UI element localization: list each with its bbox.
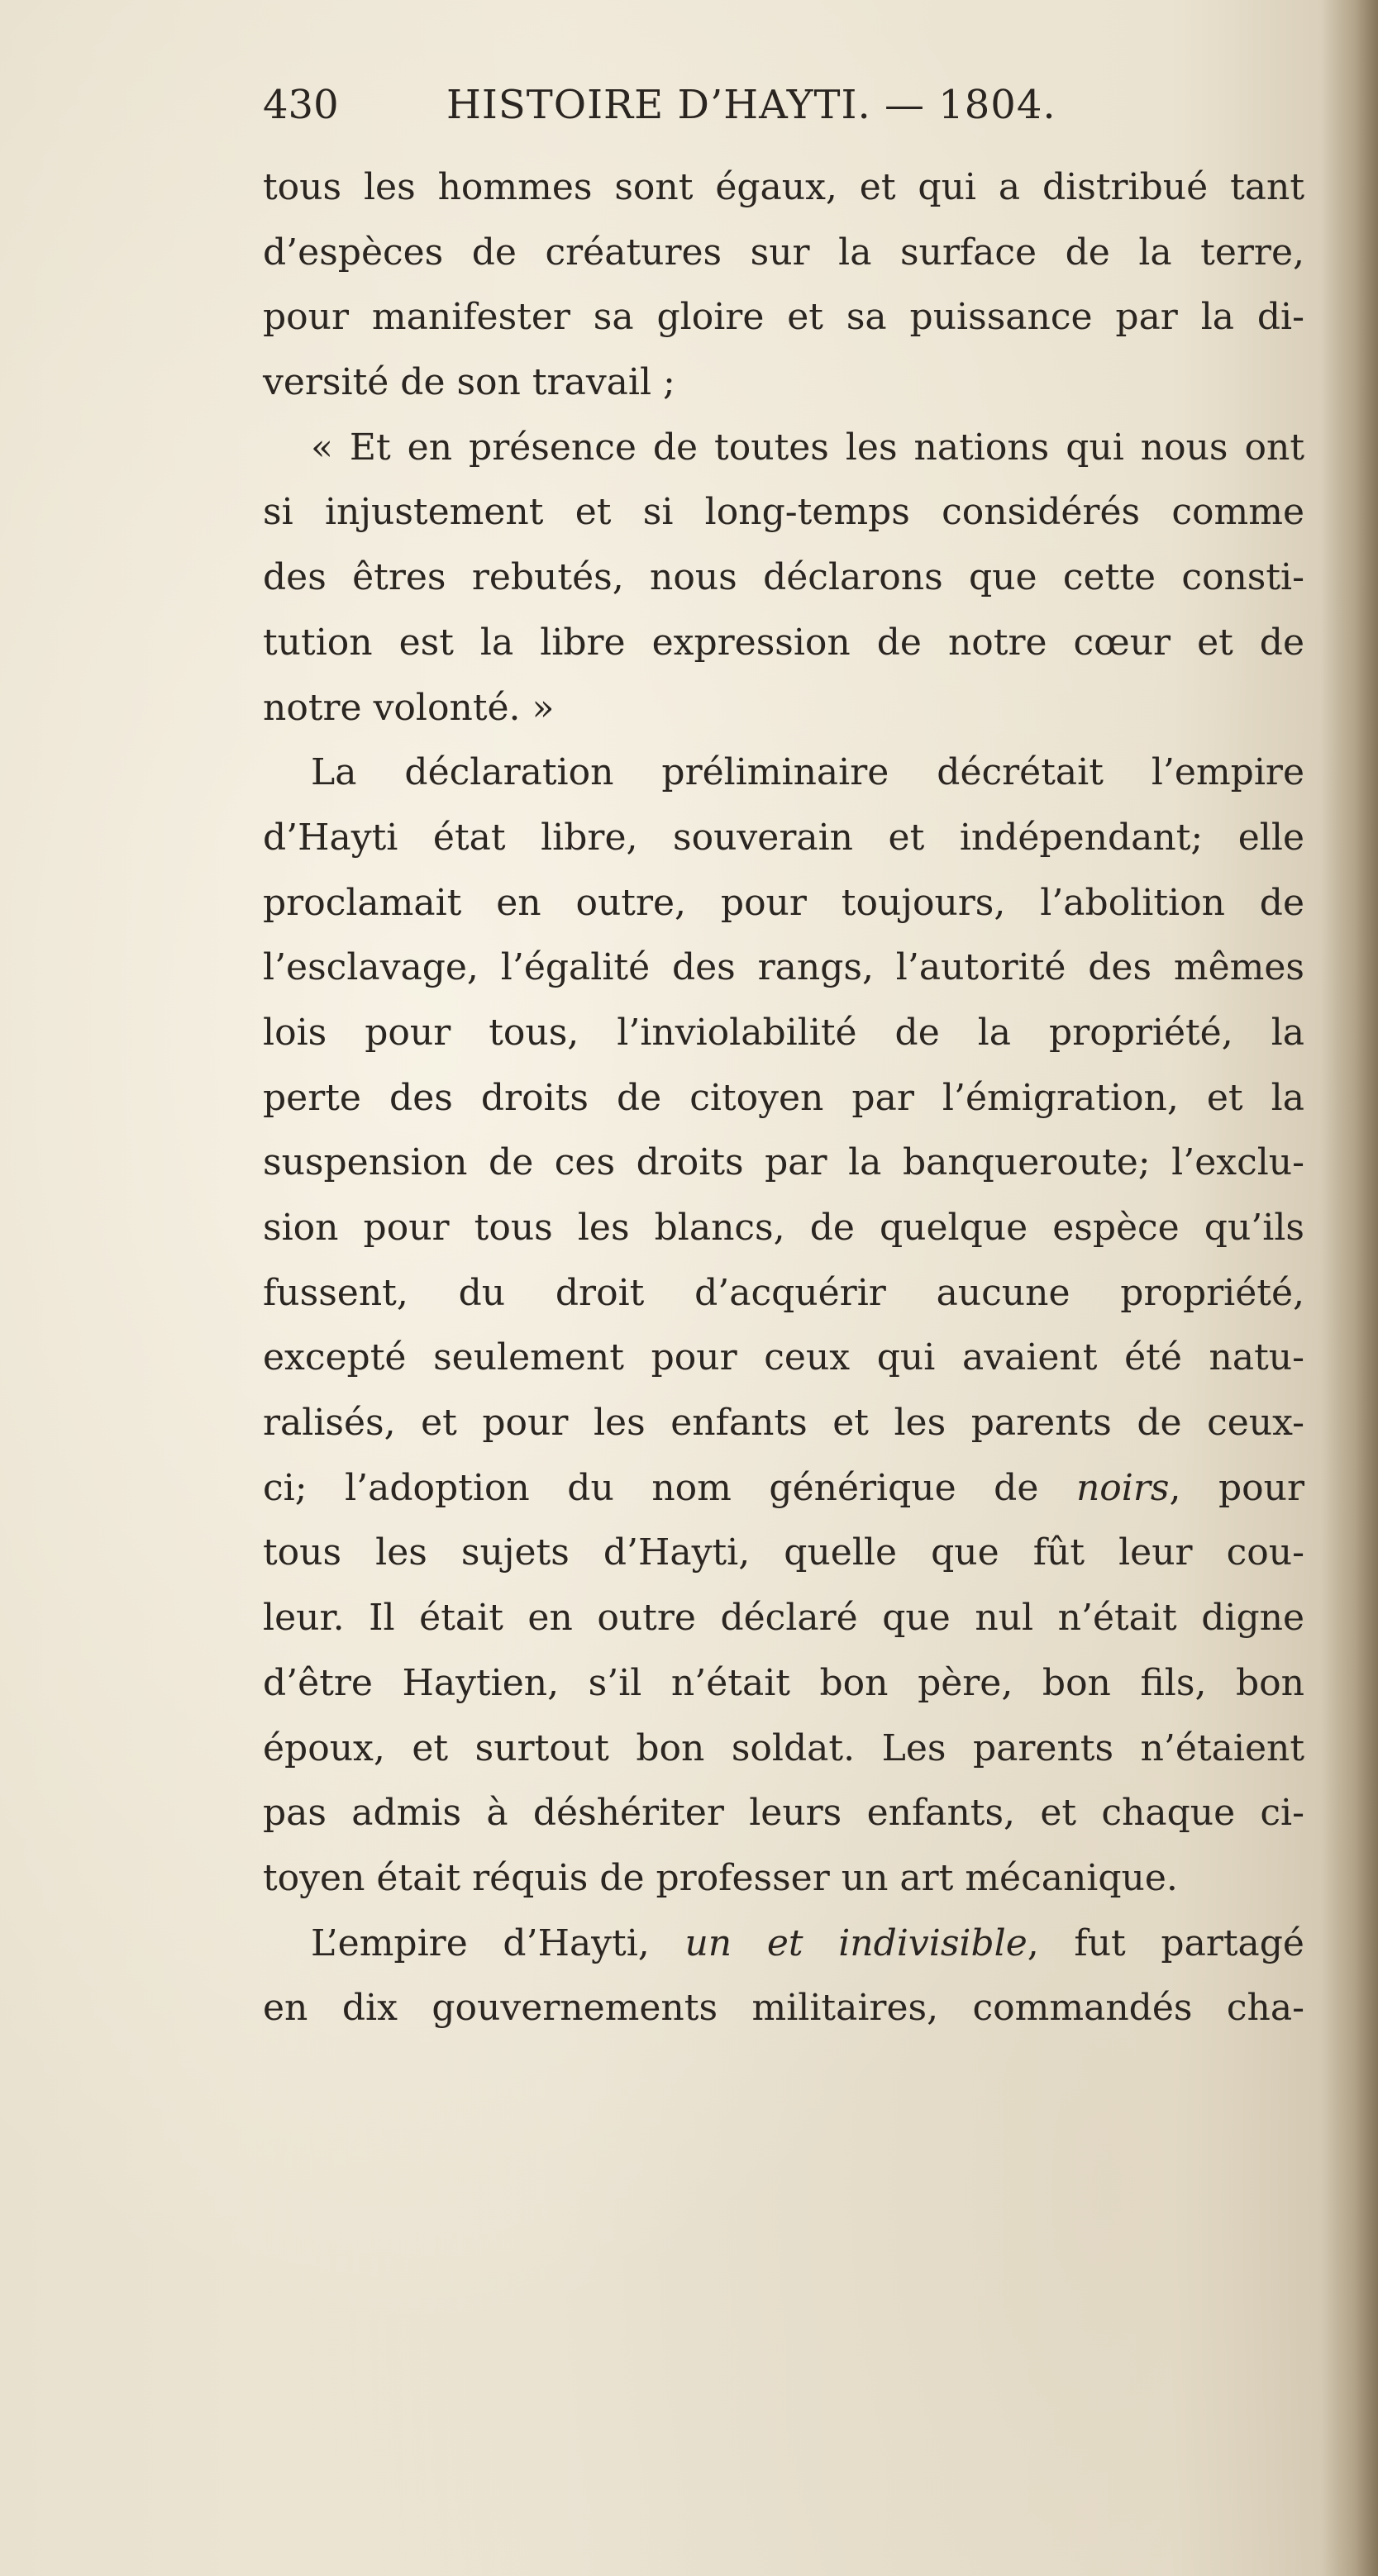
spine-shadow — [1320, 0, 1378, 2576]
text-line: si injustement et si long-temps considérés comme — [263, 491, 1304, 534]
text-line: leur. Il était en outre déclaré que nul n’était digne — [263, 1597, 1304, 1640]
running-title: HISTOIRE D’HAYTI. — 1804. — [446, 82, 1056, 128]
text-line: versité de son travail ; — [263, 361, 675, 404]
text-line: suspension de ces droits par la banqueroute; l’exclu- — [263, 1141, 1304, 1184]
text-line: tous les hommes sont égaux, et qui a distribué tant — [263, 166, 1304, 208]
text-line: en dix gouvernements militaires, commandés cha- — [263, 1987, 1304, 2030]
text-line: pour manifester sa gloire et sa puissance par la di- — [263, 296, 1304, 339]
text-line: des êtres rebutés, nous déclarons que cette consti- — [263, 556, 1304, 599]
text-segment: , pour — [1169, 1466, 1304, 1509]
text-line: d’être Haytien, s’il n’était bon père, bon fils, bon — [263, 1661, 1304, 1704]
text-line: proclamait en outre, pour toujours, l’abolition de — [263, 881, 1304, 924]
text-line: d’espèces de créatures sur la surface de la terre, — [263, 231, 1304, 274]
page-number: 430 — [263, 82, 339, 128]
text-segment: ci; l’adoption du nom générique de — [263, 1466, 1039, 1509]
text-line: époux, et surtout bon soldat. Les parents n’étaient — [263, 1726, 1304, 1769]
text-line: pas admis à déshériter leurs enfants, et chaque ci- — [263, 1792, 1304, 1835]
text-line-with-italic — [263, 1912, 1304, 1977]
text-segment: , fut partagé — [1027, 1921, 1304, 1964]
text-line: d’Hayti état libre, souverain et indépendant; elle — [263, 816, 1304, 859]
text-line: tution est la libre expression de notre cœur et de — [263, 621, 1304, 664]
text-line: l’esclavage, l’égalité des rangs, l’autorité des mêmes — [263, 946, 1304, 989]
text-line: tous les sujets d’Hayti, quelle que fût leur cou- — [263, 1531, 1304, 1574]
text-line: lois pour tous, l’inviolabilité de la propriété, la — [263, 1011, 1304, 1054]
text-line: toyen était réquis de professer un art mécanique. — [263, 1856, 1178, 1899]
italic-term: un et indivisible — [684, 1921, 1028, 1964]
text-line: La déclaration préliminaire décrétait l’empire — [311, 751, 1304, 794]
text-line: perte des droits de citoyen par l’émigration, et la — [263, 1076, 1304, 1119]
text-line: fussent, du droit d’acquérir aucune propriété, — [263, 1271, 1304, 1314]
body-text — [263, 155, 1304, 2041]
text-line: excepté seulement pour ceux qui avaient été natu- — [263, 1336, 1304, 1379]
text-line: ralisés, et pour les enfants et les parents de ceux- — [263, 1402, 1304, 1445]
text-line: « Et en présence de toutes les nations qui nous ont — [311, 426, 1304, 469]
text-segment: L’empire d’Hayti, — [311, 1921, 650, 1964]
text-line-with-italic — [263, 1456, 1304, 1521]
text-line: sion pour tous les blancs, de quelque espèce qu’ils — [263, 1207, 1304, 1249]
italic-term: noirs — [1075, 1466, 1170, 1509]
page-header — [263, 76, 1172, 134]
text-line: notre volonté. » — [263, 686, 555, 729]
